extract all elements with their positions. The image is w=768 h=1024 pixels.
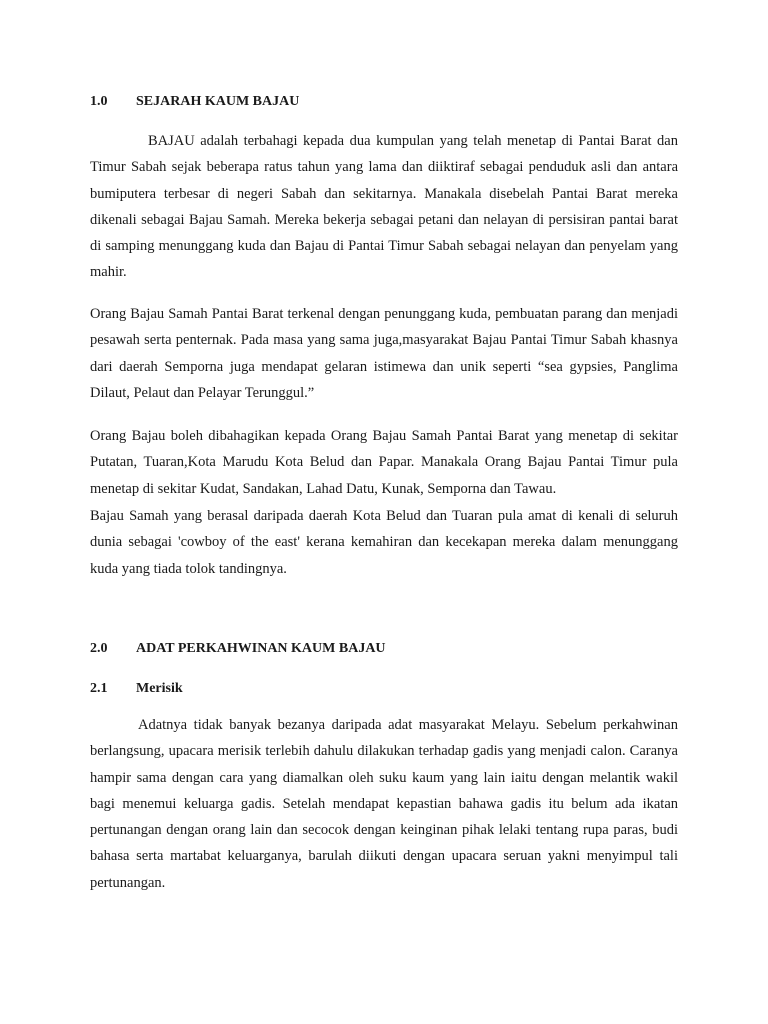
- section-2-1-heading: [90, 680, 183, 698]
- section-2-1-title: Merisik: [136, 681, 183, 696]
- section-1-paragraph-1: BAJAU adalah terbahagi kepada dua kumpulan yang telah menetap di Pantai Barat dan Timur Sabah sejak beberapa ratus tahun yang lama dan diiktiraf sebagai penduduk asli dan antara bumiputera terbesar di negeri Sabah dan sekitarnya. Manakala disebelah Pantai Barat mereka dikenali sebagai Bajau Samah. Mereka bekerja sebagai petani dan nelayan di persisiran pantai barat di samping menunggang kuda dan Bajau di Pantai Timur Sabah sebagai nelayan dan penyelam yang mahir.: [90, 133, 678, 281]
- document-page: [90, 0, 678, 1024]
- section-1-paragraph-4: Bajau Samah yang berasal daripada daerah Kota Belud dan Tuaran pula amat di kenali di seluruh dunia sebagai 'cowboy of the east' kerana kemahiran dan kecekapan mereka dalam menunggang kuda yang tiada tolok tandingnya.: [90, 508, 678, 577]
- section-2-heading: [90, 640, 386, 658]
- section-1-paragraph-3: Orang Bajau boleh dibahagikan kepada Orang Bajau Samah Pantai Barat yang menetap di sekitar Putatan, Tuaran,Kota Marudu Kota Belud dan Papar. Manakala Orang Bajau Pantai Timur pula menetap di sekitar Kudat, Sandakan, Lahad Datu, Kunak, Semporna dan Tawau.: [90, 428, 678, 497]
- section-2-1-number: 2.1: [90, 681, 108, 696]
- section-1-paragraph-2: Orang Bajau Samah Pantai Barat terkenal dengan penunggang kuda, pembuatan parang dan menjadi pesawah serta penternak. Pada masa yang sama juga,masyarakat Bajau Pantai Timur Sabah khasnya dari daerah Semporna juga mendapat gelaran istimewa dan unik seperti “sea gypsies, Panglima Dilaut, Pelaut dan Pelayar Terunggul.”: [90, 306, 678, 401]
- section-2-1-paragraph: Adatnya tidak banyak bezanya daripada adat masyarakat Melayu. Sebelum perkahwinan berlangsung, upacara merisik terlebih dahulu dilakukan terhadap gadis yang menjadi calon. Caranya hampir sama dengan cara yang diamalkan oleh suku kaum yang lain iaitu dengan melantik wakil bagi menemui keluarga gadis. Setelah mendapat kepastian bahawa gadis itu belum ada ikatan pertunangan dengan orang lain dan secocok dengan keinginan pihak lelaki tentang rupa paras, budi bahasa serta martabat keluarganya, barulah diikuti dengan upacara seruan yakni menyimpul tali pertunangan.: [90, 717, 678, 891]
- section-2-number: 2.0: [90, 641, 108, 656]
- section-2-title: ADAT PERKAHWINAN KAUM BAJAU: [136, 641, 386, 656]
- section-1-heading: [90, 93, 299, 111]
- section-1-title: SEJARAH KAUM BAJAU: [136, 94, 300, 109]
- section-1-number: 1.0: [90, 94, 108, 109]
